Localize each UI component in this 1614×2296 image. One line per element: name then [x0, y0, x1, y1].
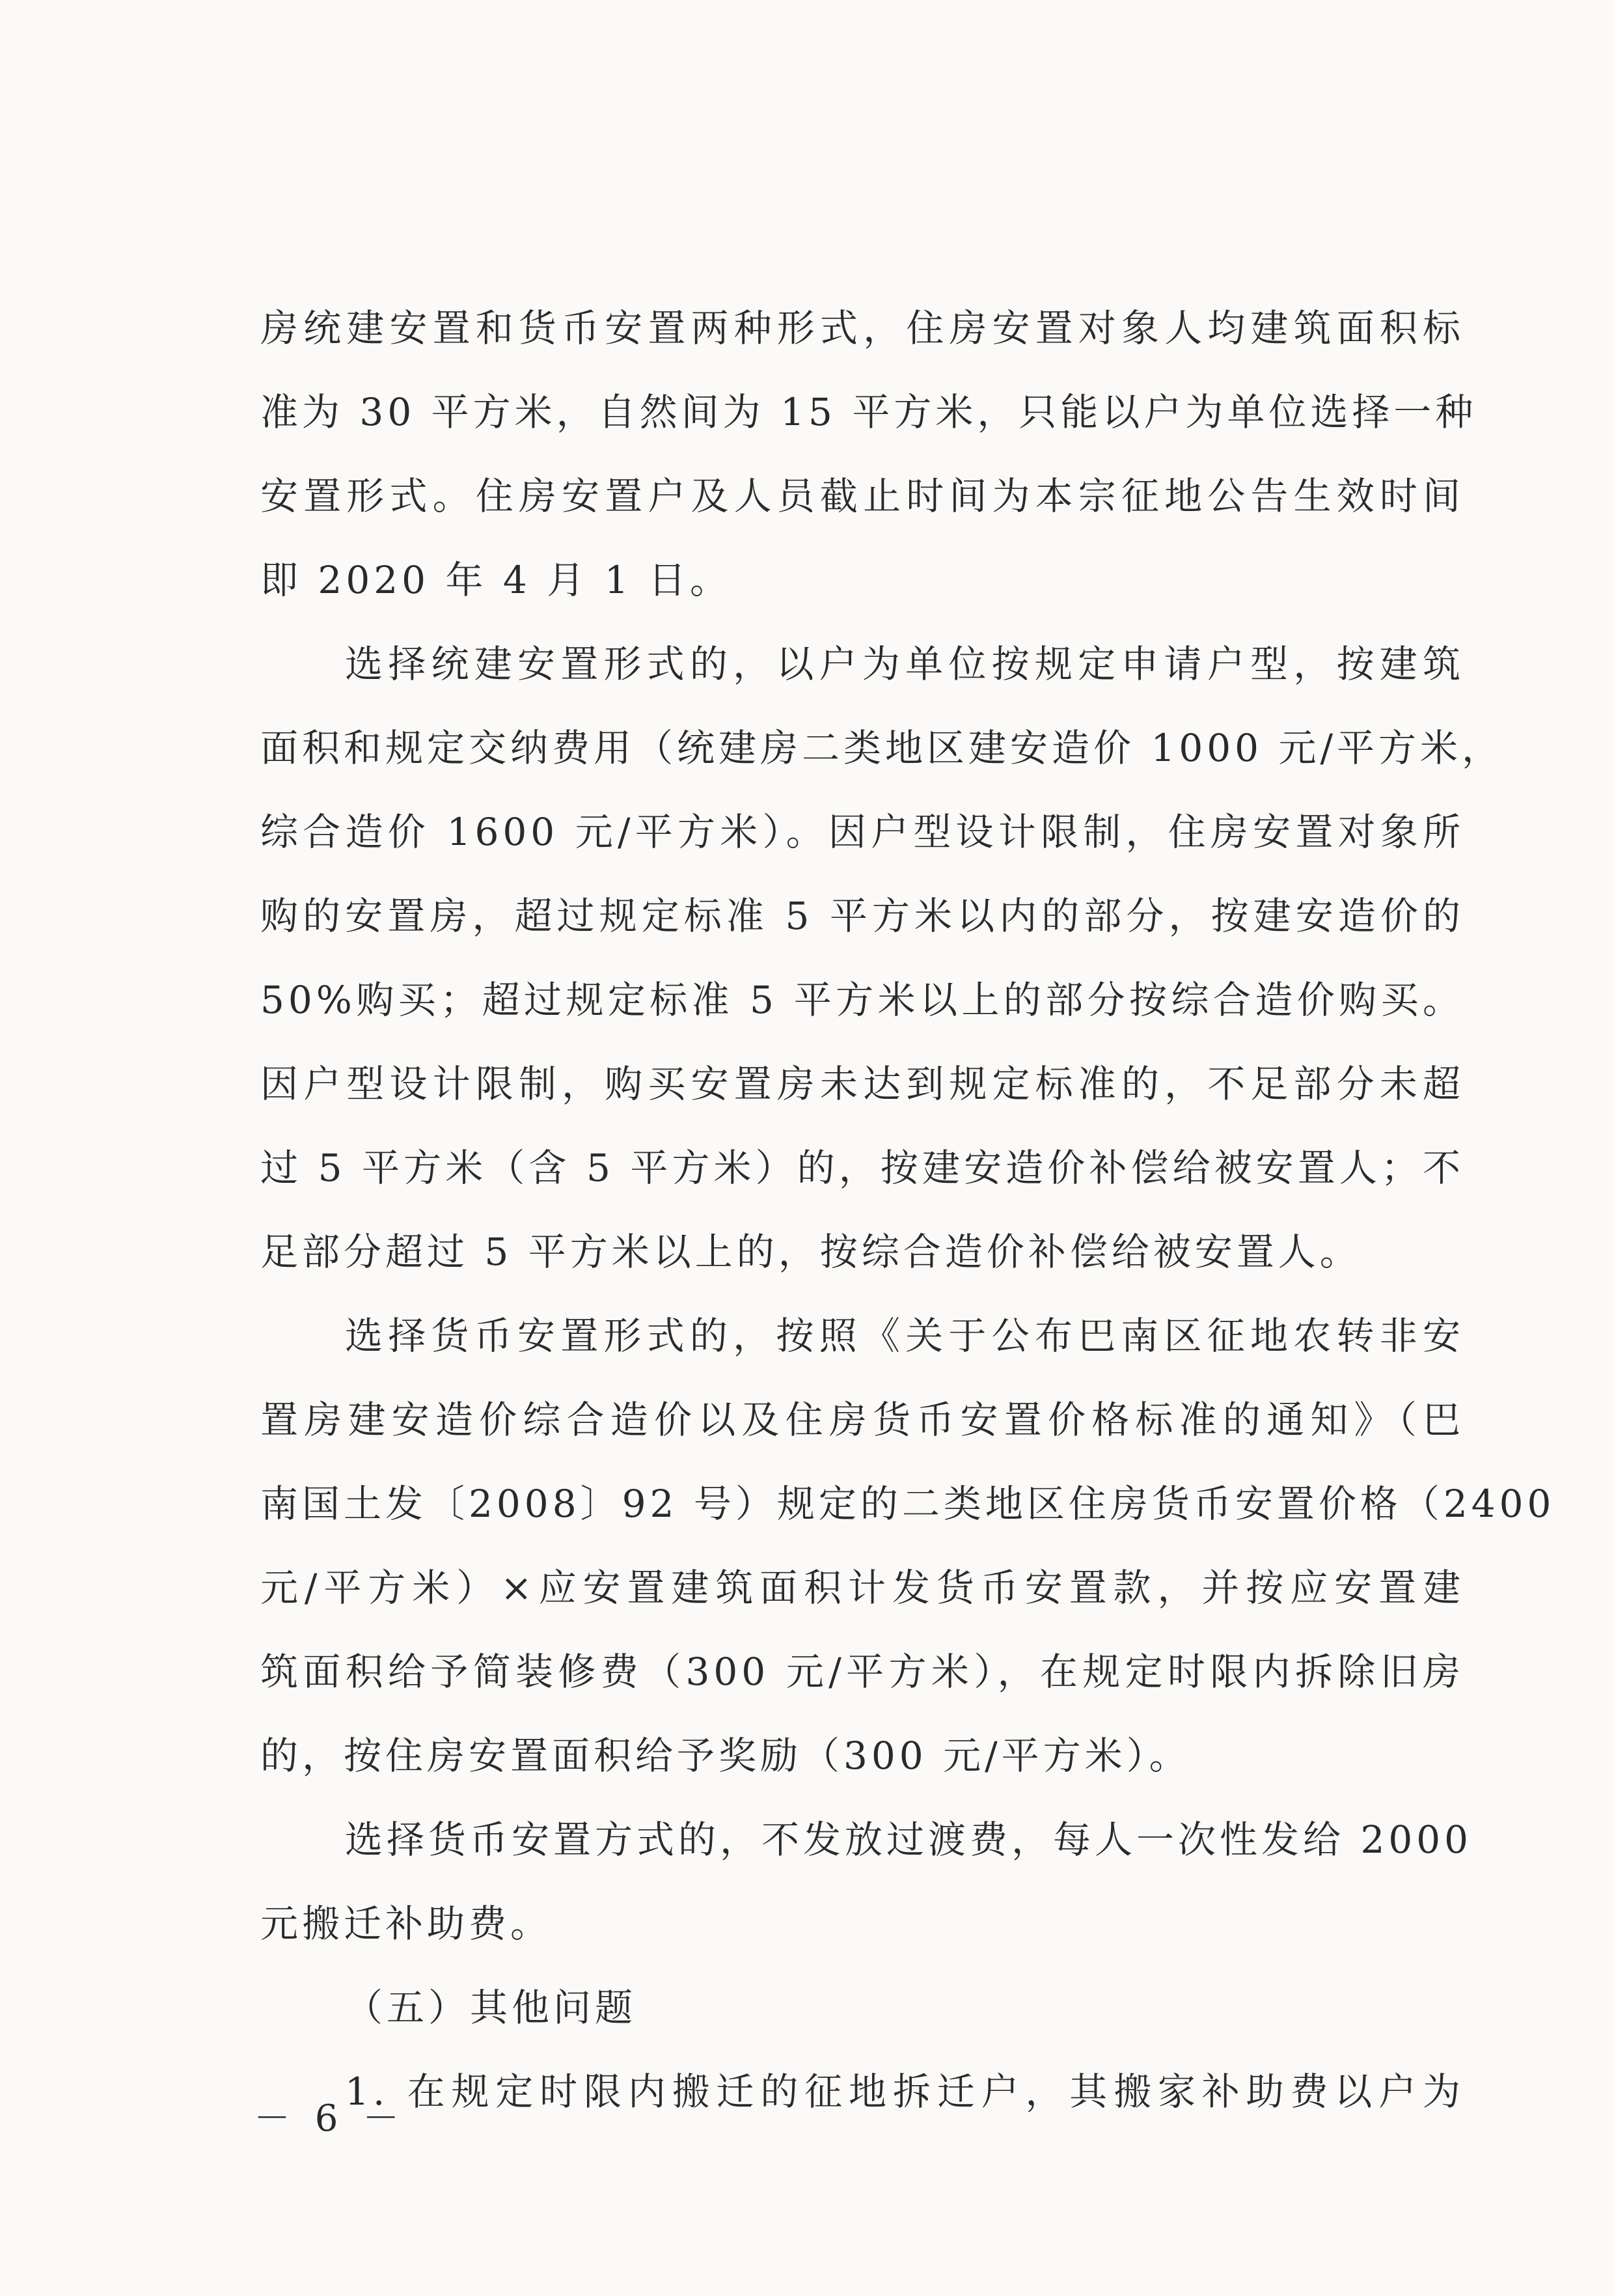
- text-line: 准为 30 平方米，自然间为 15 平方米，只能以户为单位选择一种: [260, 390, 1477, 434]
- text-line: 购的安置房，超过规定标准 5 平方米以内的部分，按建安造价的: [260, 894, 1464, 938]
- text-line: 元/平方米）×应安置建筑面积计发货币安置款，并按应安置建: [260, 1566, 1464, 1610]
- text-line: 选择统建安置形式的，以户为单位按规定申请户型，按建筑: [345, 642, 1464, 686]
- text-line: 过 5 平方米（含 5 平方米）的，按建安造价补偿给被安置人；不: [260, 1146, 1464, 1190]
- text-line: 筑面积给予简装修费（300 元/平方米），在规定时限内拆除旧房: [260, 1650, 1464, 1694]
- text-line: 即 2020 年 4 月 1 日。: [260, 558, 732, 602]
- text-line: 南国土发〔2008〕92 号）规定的二类地区住房货币安置价格（2400: [260, 1482, 1555, 1526]
- document-body: [260, 286, 1555, 2134]
- text-line: 1. 在规定时限内搬迁的征地拆迁户，其搬家补助费以户为: [345, 2069, 1464, 2114]
- text-line: 选择货币安置形式的，按照《关于公布巴南区征地农转非安: [345, 1314, 1464, 1358]
- text-line: 的，按住房安置面积给予奖励（300 元/平方米）。: [260, 1734, 1191, 1778]
- section-heading: （五）其他问题: [345, 1985, 637, 2030]
- page-number: － 6 －: [254, 2097, 406, 2140]
- text-line: 综合造价 1600 元/平方米）。因户型设计限制，住房安置对象所: [260, 810, 1464, 854]
- text-line: 面积和规定交纳费用（统建房二类地区建安造价 1000 元/平方米，: [260, 726, 1504, 770]
- text-line: 50%购买；超过规定标准 5 平方米以上的部分按综合造价购买。: [260, 978, 1464, 1022]
- text-line: 足部分超过 5 平方米以上的，按综合造价补偿给被安置人。: [260, 1230, 1361, 1274]
- text-line: 置房建安造价综合造价以及住房货币安置价格标准的通知》（巴: [260, 1398, 1464, 1442]
- text-line: 选择货币安置方式的，不发放过渡费，每人一次性发给 2000: [345, 1818, 1473, 1862]
- text-line: 安置形式。住房安置户及人员截止时间为本宗征地公告生效时间: [260, 474, 1464, 518]
- text-line: 元搬迁补助费。: [260, 1902, 553, 1946]
- text-line: 房统建安置和货币安置两种形式，住房安置对象人均建筑面积标: [260, 306, 1464, 350]
- text-line: 因户型设计限制，购买安置房未达到规定标准的，不足部分未超: [260, 1062, 1464, 1106]
